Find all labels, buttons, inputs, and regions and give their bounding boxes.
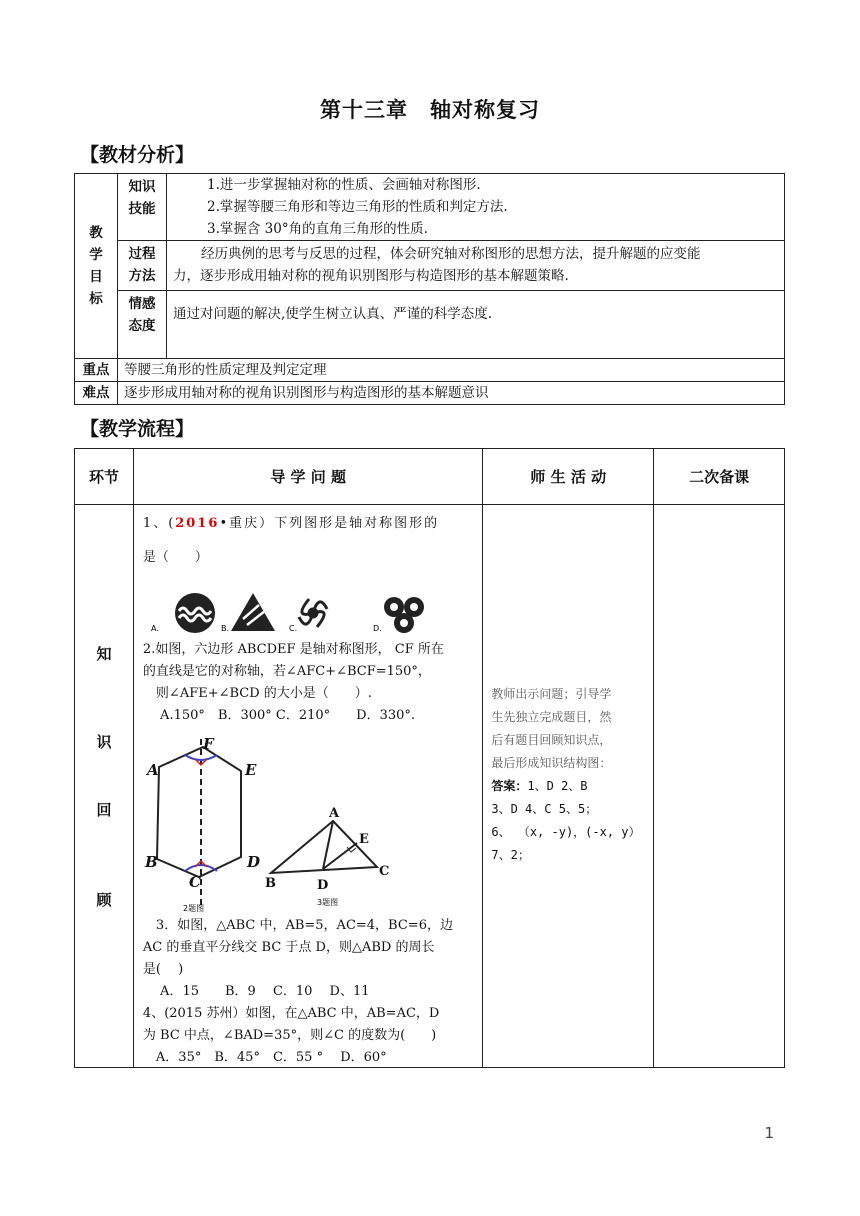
option-b-label: B. [220, 624, 229, 633]
answer-label: 答案： [491, 779, 528, 793]
q1-options-figure [143, 589, 443, 637]
q4-line: A．35° B．45° C．55 ° D．60° [142, 1050, 387, 1065]
triangle-figure [271, 821, 377, 873]
section-heading-flow: 【教学流程】 [80, 418, 195, 440]
row-content-process [167, 241, 785, 291]
q1-prefix: 1、( [142, 516, 176, 531]
option-d-symbol-icon [384, 597, 424, 633]
stage-char: 顾 [96, 891, 112, 909]
row-text: 3.掌握含 30°角的直角三角形的性质. [207, 221, 428, 237]
fig3-label-a: A [328, 806, 340, 821]
fig2-label-a: A [146, 761, 159, 779]
notes-cell[interactable] [654, 505, 785, 1068]
fig3-label-d: D [316, 878, 329, 893]
row-text: 经历典例的思考与反思的过程，体会研究轴对称图形的思想方法，提升解题的应变能 [201, 246, 701, 262]
fig2-label-e: E [244, 761, 257, 779]
row-label-line: 方法 [128, 268, 156, 284]
row-label-line: 技能 [128, 201, 156, 217]
fig2-caption: 2题图 [182, 904, 205, 913]
header-notes: 二次备课 [654, 449, 785, 505]
q2-line: 则∠AFE+∠BCD 的大小是（ ）. [142, 686, 372, 701]
row-text: 通过对问题的解决,使学生树立认真、严谨的科学态度. [173, 306, 493, 322]
stage-label [75, 505, 134, 1068]
fig3-label-e: E [358, 832, 369, 847]
hard-label: 难点 [75, 382, 118, 405]
analysis-table [74, 173, 785, 405]
goal-label-char: 标 [89, 291, 103, 307]
question-1 [143, 513, 477, 535]
answer-line [491, 775, 647, 798]
activity-line: 最后形成知识结构图： [491, 756, 612, 770]
q3-line: AC 的垂直平分线交 BC 于点 D，则△ABD 的周长 [142, 940, 435, 955]
section-heading-analysis: 【教材分析】 [80, 144, 195, 166]
questions-cell [133, 505, 482, 1068]
q4-line: 4、(2015 苏州）如图，在△ABC 中，AB=AC，D [142, 1006, 440, 1021]
question-3 [143, 915, 479, 1003]
header-questions: 导 学 问 题 [133, 449, 482, 505]
activity-cell [483, 505, 654, 1068]
q4-line: 为 BC 中点，∠BAD=35°，则∠C 的度数为( ) [142, 1028, 437, 1043]
header-stage: 环节 [75, 449, 134, 505]
answer-text: 1、D 2、B [527, 779, 588, 793]
row-text: 力，逐步形成用轴对称的视角识别图形与构造图形的基本解题策略. [173, 268, 569, 284]
row-text: 2.掌握等腰三角形和等边三角形的性质和判定方法. [207, 199, 508, 215]
question-2 [143, 639, 479, 727]
goal-label-char: 学 [89, 247, 103, 263]
fig3-label-c: C [378, 864, 390, 879]
fig2-label-d: D [246, 853, 260, 871]
row-label-line: 态度 [128, 318, 156, 334]
option-c-label: C. [288, 624, 298, 633]
q2-line: 的直线是它的对称轴，若∠AFC+∠BCF=150°， [142, 664, 431, 679]
fig2-label-c: C [188, 873, 201, 891]
fig2-label-b: B [144, 853, 158, 871]
q2-q3-figure [143, 735, 479, 915]
q3-line: 是( ) [142, 962, 184, 977]
hexagon-figure [157, 747, 241, 877]
q1-text: •重庆）下列图形是轴对称图形的 [219, 516, 440, 531]
row-label-process [118, 241, 167, 291]
option-a-symbol-icon [175, 593, 215, 633]
hard-text: 逐步形成用轴对称的视角识别图形与构造图形的基本解题意识 [118, 382, 785, 405]
question-4 [143, 1003, 479, 1069]
goal-label-char: 目 [89, 269, 103, 285]
key-label: 重点 [75, 359, 118, 382]
q3-line: 3．如图，△ABC 中，AB=5，AC=4，BC=6，边 [142, 918, 453, 933]
q2-line: A.150° B．300° C．210° D．330°. [142, 708, 416, 723]
q1-tail: 是（ ） [142, 550, 208, 565]
row-label-knowledge [118, 174, 167, 241]
stage-char: 回 [96, 801, 112, 819]
goal-label [75, 174, 118, 359]
row-label-attitude [118, 291, 167, 359]
option-a-label: A. [150, 624, 159, 633]
flow-table [74, 448, 785, 1068]
answer-line: 7、2； [491, 848, 530, 862]
fig3-label-b: B [264, 876, 276, 891]
answer-line: 6、 （x, -y)，(-x, y） [491, 825, 641, 839]
row-text: 1.进一步掌握轴对称的性质、会画轴对称图形. [207, 177, 481, 193]
row-content-attitude [167, 291, 785, 359]
goal-label-char: 教 [89, 225, 103, 241]
fig2-label-f: F [202, 735, 214, 753]
row-label-line: 知识 [128, 179, 156, 195]
q1-year: 2016 [175, 516, 220, 531]
page-number: 1 [764, 1124, 774, 1142]
activity-line: 教师出示问题；引导学 [491, 687, 612, 701]
header-activity: 师 生 活 动 [483, 449, 654, 505]
stage-char: 知 [96, 645, 112, 663]
stage-char: 识 [96, 733, 112, 751]
q2-line: 2.如图，六边形 ABCDEF 是轴对称图形， CF 所在 [142, 642, 444, 657]
key-text: 等腰三角形的性质定理及判定定理 [118, 359, 785, 382]
row-content-knowledge [167, 174, 785, 241]
fig3-caption: 3题图 [316, 898, 339, 907]
row-label-line: 过程 [128, 246, 156, 262]
option-d-label: D. [372, 624, 382, 633]
activity-line: 生先独立完成题目，然 [491, 710, 612, 724]
page-title: 第十三章 轴对称复习 [320, 98, 540, 122]
activity-line: 后有题目回顾知识点， [491, 733, 612, 747]
row-label-line: 情感 [128, 296, 156, 312]
option-b-symbol-icon [231, 593, 275, 631]
option-c-symbol-icon [299, 599, 327, 627]
q3-line: A．15 B．9 C．10 D、11 [142, 984, 370, 999]
answer-line: 3、D 4、C 5、5； [491, 802, 598, 816]
